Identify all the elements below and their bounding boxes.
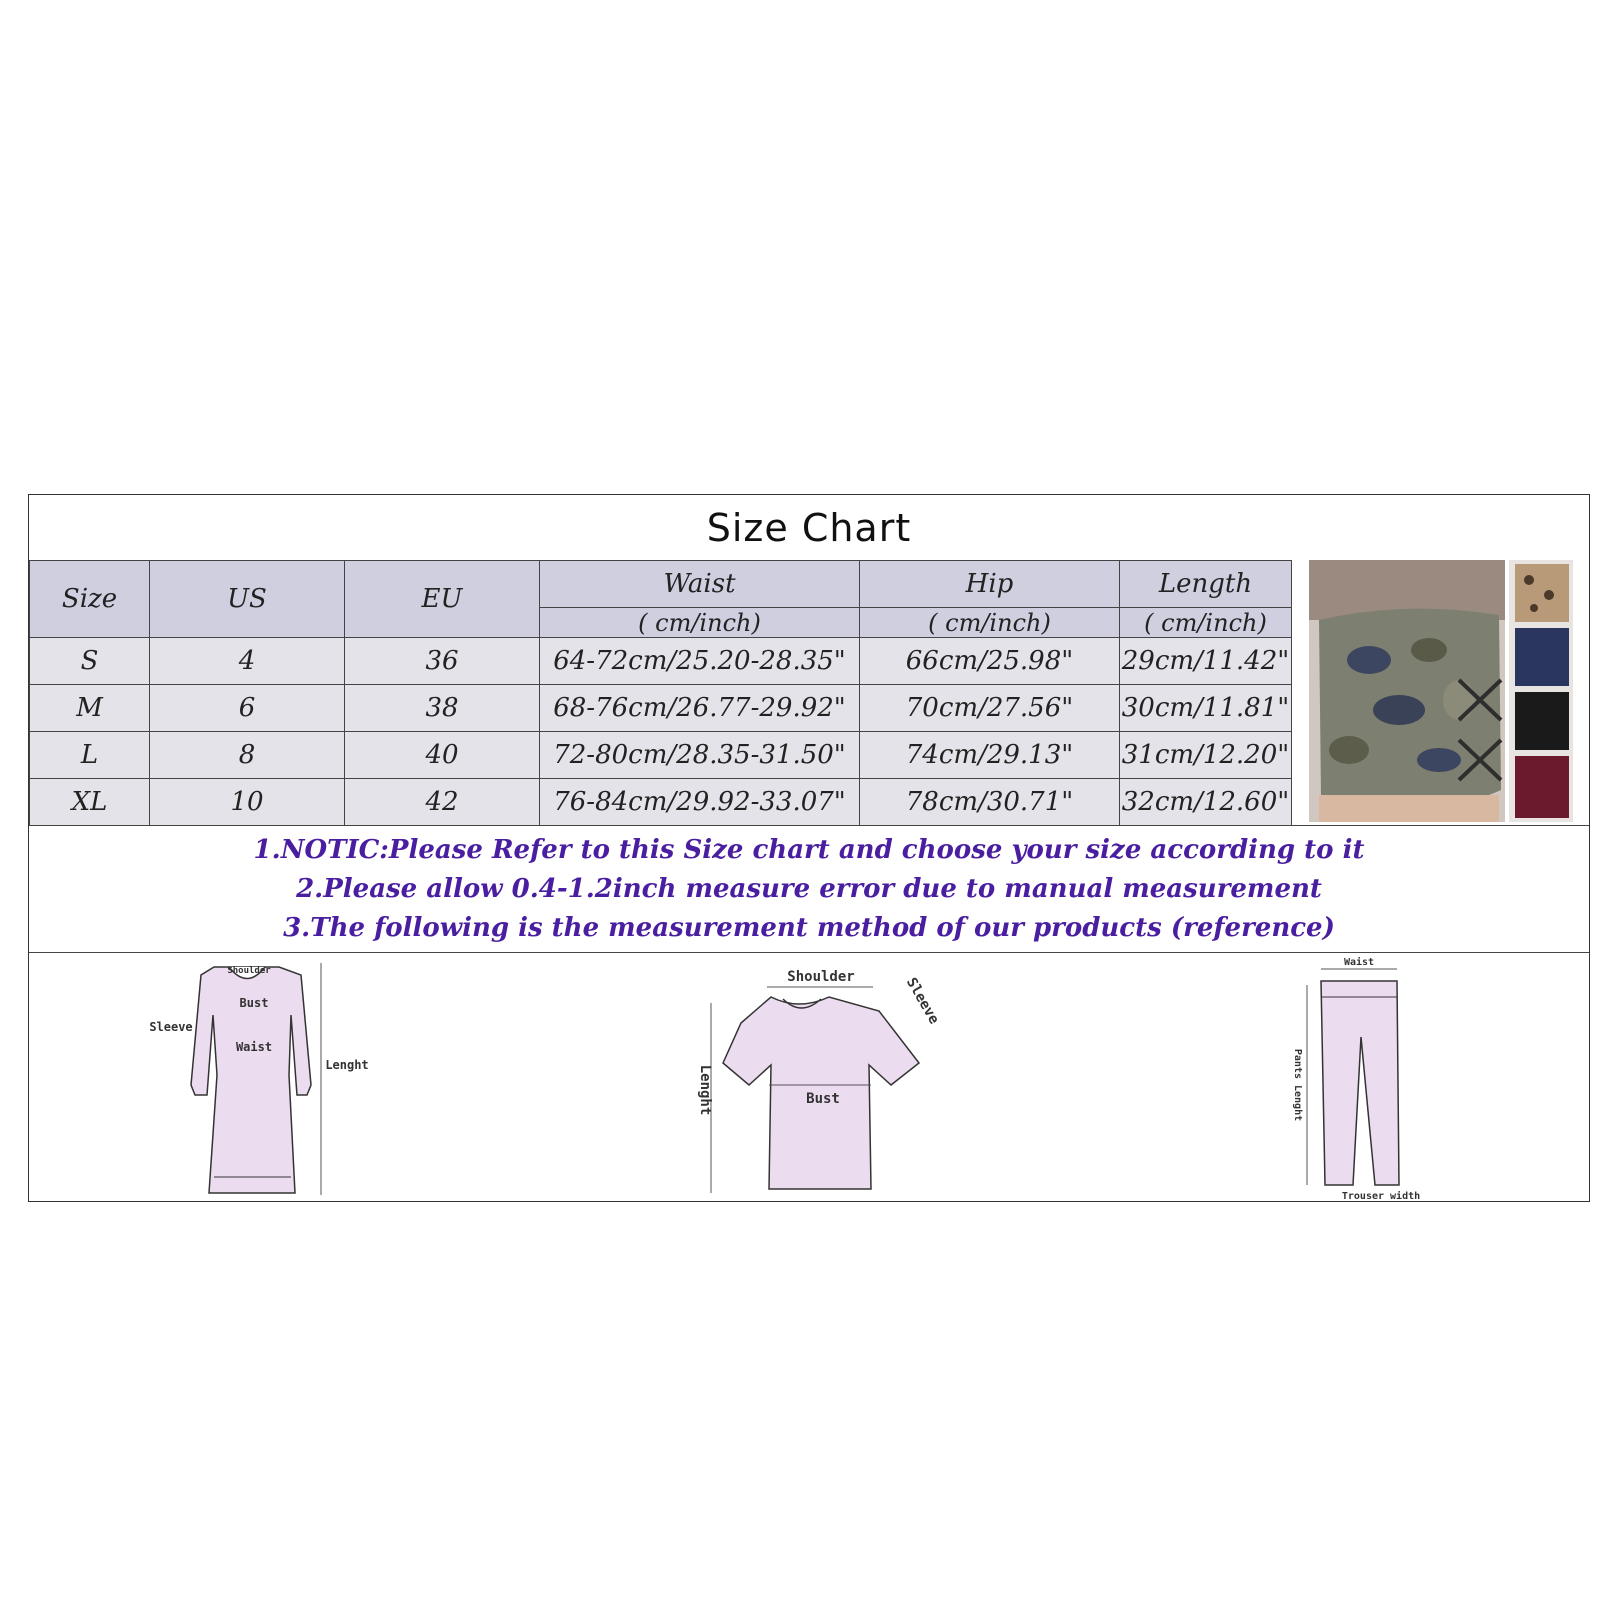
table-header-row bbox=[30, 561, 1292, 608]
header-hip: Hip bbox=[860, 561, 1120, 608]
unit-waist: ( cm/inch) bbox=[540, 608, 860, 638]
cell-length: 30cm/11.81" bbox=[1120, 685, 1292, 732]
header-eu: EU bbox=[345, 561, 540, 638]
cell-waist: 76-84cm/29.92-33.07" bbox=[540, 779, 860, 826]
cell-size: L bbox=[30, 732, 150, 779]
dress-bust-label: Bust bbox=[239, 996, 269, 1010]
dress-length-label: Lenght bbox=[325, 1058, 369, 1072]
table-row bbox=[30, 685, 1292, 732]
black-shorts-photo bbox=[1515, 692, 1569, 750]
cell-size: S bbox=[30, 638, 150, 685]
burgundy-shorts-photo bbox=[1515, 756, 1569, 818]
unit-length: ( cm/inch) bbox=[1120, 608, 1292, 638]
cell-eu: 38 bbox=[345, 685, 540, 732]
cell-size: XL bbox=[30, 779, 150, 826]
notes-section bbox=[29, 825, 1589, 953]
tshirt-diagram bbox=[679, 955, 979, 1201]
cell-eu: 40 bbox=[345, 732, 540, 779]
cell-length: 31cm/12.20" bbox=[1120, 732, 1292, 779]
pants-diagram bbox=[1269, 955, 1469, 1201]
tshirt-shoulder-label: Shoulder bbox=[787, 969, 855, 985]
tshirt-bust-label: Bust bbox=[806, 1091, 840, 1107]
header-waist: Waist bbox=[540, 561, 860, 608]
tshirt-length-label: Lenght bbox=[697, 1064, 713, 1116]
pants-waist-label: Waist bbox=[1343, 957, 1375, 968]
cell-eu: 36 bbox=[345, 638, 540, 685]
note-2: 2.Please allow 0.4-1.2inch measure error due to manual measurement bbox=[296, 873, 1322, 904]
dress-shoulder-label: Shoulder bbox=[227, 966, 271, 976]
cell-size: M bbox=[30, 685, 150, 732]
dress-sleeve-label: Sleeve bbox=[149, 1020, 193, 1034]
cell-waist: 72-80cm/28.35-31.50" bbox=[540, 732, 860, 779]
chart-title: Size Chart bbox=[706, 505, 912, 550]
camo-shorts-photo bbox=[1309, 560, 1505, 822]
pants-width-label: Trouser width bbox=[1341, 1191, 1421, 1201]
cell-us: 10 bbox=[150, 779, 345, 826]
cell-hip: 74cm/29.13" bbox=[860, 732, 1120, 779]
cell-waist: 64-72cm/25.20-28.35" bbox=[540, 638, 860, 685]
leopard-shorts-photo bbox=[1515, 564, 1569, 622]
cell-waist: 68-76cm/26.77-29.92" bbox=[540, 685, 860, 732]
color-variants-strip bbox=[1509, 560, 1573, 822]
header-us: US bbox=[150, 561, 345, 638]
navy-shorts-photo bbox=[1515, 628, 1569, 686]
table-row bbox=[30, 732, 1292, 779]
cell-us: 8 bbox=[150, 732, 345, 779]
cell-hip: 78cm/30.71" bbox=[860, 779, 1120, 826]
cell-hip: 70cm/27.56" bbox=[860, 685, 1120, 732]
cell-eu: 42 bbox=[345, 779, 540, 826]
unit-hip: ( cm/inch) bbox=[860, 608, 1120, 638]
note-3: 3.The following is the measurement method of our products (reference) bbox=[283, 912, 1335, 943]
cell-us: 4 bbox=[150, 638, 345, 685]
cell-length: 32cm/12.60" bbox=[1120, 779, 1292, 826]
cell-hip: 66cm/25.98" bbox=[860, 638, 1120, 685]
cell-length: 29cm/11.42" bbox=[1120, 638, 1292, 685]
cell-us: 6 bbox=[150, 685, 345, 732]
header-length: Length bbox=[1120, 561, 1292, 608]
table-row bbox=[30, 638, 1292, 685]
note-1: 1.NOTIC:Please Refer to this Size chart and choose your size according to it bbox=[253, 834, 1365, 865]
table-row bbox=[30, 779, 1292, 826]
dress-diagram bbox=[129, 955, 409, 1201]
size-chart bbox=[28, 494, 1590, 1202]
size-table bbox=[29, 560, 1292, 826]
header-size: Size bbox=[30, 561, 150, 638]
tshirt-sleeve-label: Sleeve bbox=[902, 975, 943, 1027]
pants-length-label: Pants Lenght bbox=[1292, 1048, 1303, 1122]
dress-waist-label: Waist bbox=[235, 1040, 273, 1054]
